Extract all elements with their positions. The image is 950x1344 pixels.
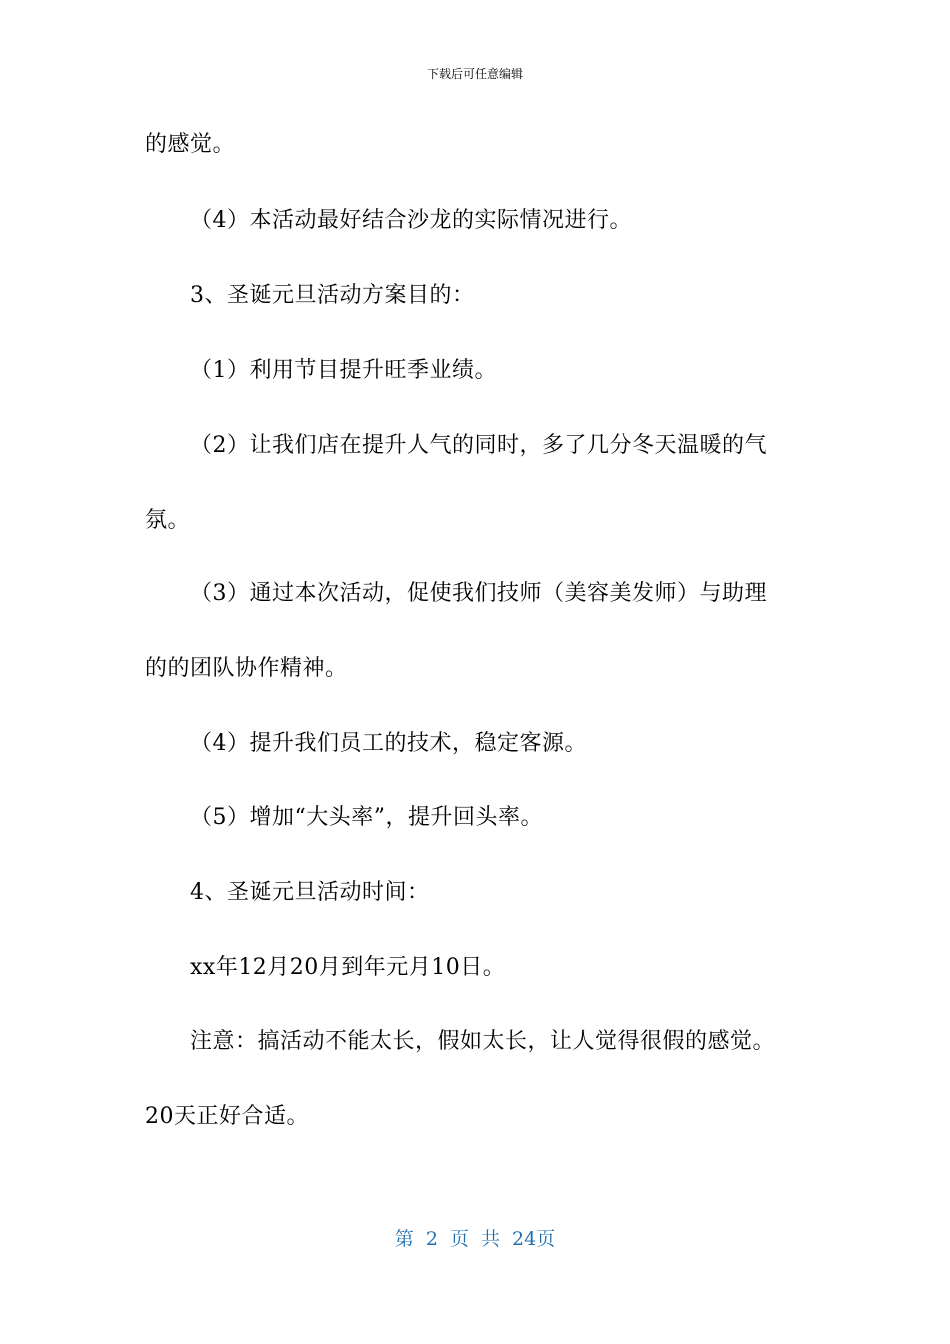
paragraph-line: 的的团队协作精神。 <box>145 656 348 681</box>
page-header-note: 下载后可任意编辑 <box>426 67 523 81</box>
paragraph-line: 氛。 <box>145 508 191 533</box>
paragraph-line: （2）让我们店在提升人气的同时，多了几分冬天温暖的气 <box>190 433 767 458</box>
paragraph-line: （4）本活动最好结合沙龙的实际情况进行。 <box>190 208 632 233</box>
paragraph-line: 4、圣诞元旦活动时间： <box>190 880 430 905</box>
paragraph-line: 注意：搞活动不能太长，假如太长，让人觉得很假的感觉。 <box>190 1029 776 1054</box>
paragraph-line: （3）通过本次活动，促使我们技师（美容美发师）与助理 <box>190 581 767 606</box>
paragraph-line: 的感觉。 <box>145 132 236 157</box>
paragraph-line: 3、圣诞元旦活动方案目的： <box>190 283 475 308</box>
paragraph-line: 20天正好合适。 <box>145 1104 309 1129</box>
page-number-footer: 第 2 页 共 24页 <box>394 1228 556 1250</box>
paragraph-line: （1）利用节目提升旺季业绩。 <box>190 358 497 383</box>
paragraph-line: （5）增加“大头率”，提升回头率。 <box>190 805 543 830</box>
paragraph-line: xx年12月20月到年元月10日。 <box>190 955 506 980</box>
paragraph-line: （4）提升我们员工的技术，稳定客源。 <box>190 731 587 756</box>
